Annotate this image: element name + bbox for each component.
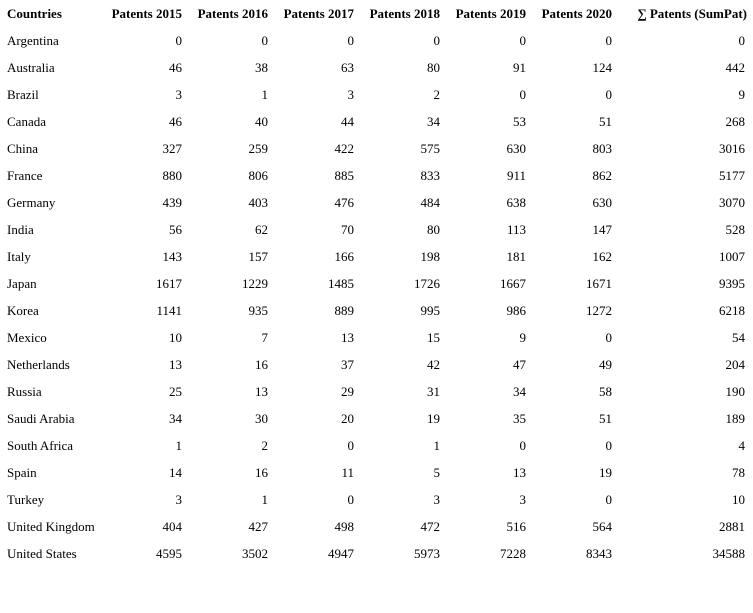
cell-patents-2015: 10 (169, 330, 182, 345)
cell-patents-2020: 8343 (586, 546, 612, 561)
cell-patents-2017: 20 (341, 411, 354, 426)
table-body (0, 27, 753, 567)
cell-patents-2020: 124 (592, 60, 612, 75)
cell-patents-2016: 16 (255, 465, 268, 480)
cell-country: Korea (7, 303, 39, 318)
cell-country: Japan (7, 276, 37, 291)
cell-patents-2018: 80 (427, 60, 440, 75)
cell-patents-2019: 0 (519, 33, 526, 48)
cell-country: France (7, 168, 43, 183)
table-row (0, 513, 753, 540)
cell-sum-patents: 54 (732, 330, 745, 345)
cell-patents-2019: 13 (513, 465, 526, 480)
table-row (0, 540, 753, 567)
cell-patents-2015: 34 (169, 411, 182, 426)
cell-patents-2018: 31 (427, 384, 440, 399)
table-row (0, 405, 753, 432)
header-patents-2015: Patents 2015 (111, 6, 182, 21)
cell-country: India (7, 222, 34, 237)
cell-patents-2018: 1 (433, 438, 440, 453)
cell-country: Spain (7, 465, 37, 480)
cell-patents-2020: 630 (592, 195, 612, 210)
cell-patents-2018: 2 (433, 87, 440, 102)
cell-patents-2016: 1 (261, 492, 268, 507)
cell-patents-2018: 3 (433, 492, 440, 507)
cell-patents-2016: 2 (261, 438, 268, 453)
cell-patents-2018: 0 (433, 33, 440, 48)
cell-patents-2015: 13 (169, 357, 182, 372)
cell-patents-2018: 575 (420, 141, 440, 156)
cell-country: Turkey (7, 492, 45, 507)
cell-patents-2019: 113 (506, 222, 526, 237)
cell-patents-2018: 5973 (414, 546, 440, 561)
cell-patents-2020: 0 (605, 330, 612, 345)
cell-patents-2020: 19 (599, 465, 612, 480)
cell-patents-2015: 1 (175, 438, 182, 453)
cell-patents-2018: 34 (427, 114, 440, 129)
cell-patents-2016: 1 (261, 87, 268, 102)
table-row (0, 27, 753, 54)
cell-sum-patents: 1007 (719, 249, 745, 264)
cell-patents-2016: 13 (255, 384, 268, 399)
cell-sum-patents: 34588 (712, 546, 745, 561)
cell-patents-2017: 37 (341, 357, 354, 372)
cell-patents-2015: 14 (169, 465, 182, 480)
cell-patents-2017: 0 (347, 438, 354, 453)
table-row (0, 216, 753, 243)
header-patents-2017: Patents 2017 (283, 6, 354, 21)
cell-patents-2015: 0 (175, 33, 182, 48)
header-countries: Countries (7, 6, 62, 21)
cell-patents-2019: 9 (519, 330, 526, 345)
cell-patents-2018: 1726 (414, 276, 440, 291)
cell-patents-2020: 0 (605, 33, 612, 48)
cell-patents-2017: 44 (341, 114, 354, 129)
cell-patents-2015: 3 (175, 87, 182, 102)
cell-patents-2018: 995 (420, 303, 440, 318)
table-row (0, 324, 753, 351)
cell-patents-2016: 427 (248, 519, 268, 534)
cell-patents-2020: 162 (592, 249, 612, 264)
cell-sum-patents: 3070 (719, 195, 745, 210)
cell-patents-2016: 7 (261, 330, 268, 345)
cell-country: Brazil (7, 87, 39, 102)
cell-patents-2020: 0 (605, 87, 612, 102)
table-row (0, 378, 753, 405)
cell-patents-2020: 0 (605, 492, 612, 507)
cell-country: Argentina (7, 33, 59, 48)
table-row (0, 189, 753, 216)
cell-country: South Africa (7, 438, 74, 453)
table-row (0, 162, 753, 189)
header-sum-patents: ∑ Patents (SumPat) (637, 6, 747, 21)
cell-patents-2019: 638 (506, 195, 526, 210)
cell-patents-2015: 4595 (156, 546, 182, 561)
cell-patents-2019: 0 (519, 438, 526, 453)
cell-sum-patents: 204 (725, 357, 745, 372)
table-row (0, 351, 753, 378)
table-header (0, 0, 753, 27)
cell-country: Germany (7, 195, 56, 210)
cell-country: Canada (7, 114, 46, 129)
cell-patents-2017: 11 (341, 465, 354, 480)
cell-patents-2018: 833 (420, 168, 440, 183)
cell-patents-2019: 47 (513, 357, 526, 372)
cell-patents-2018: 484 (420, 195, 440, 210)
cell-sum-patents: 10 (732, 492, 745, 507)
cell-patents-2016: 0 (261, 33, 268, 48)
cell-country: China (7, 141, 39, 156)
cell-sum-patents: 268 (725, 114, 745, 129)
cell-patents-2017: 70 (341, 222, 354, 237)
cell-country: United States (7, 546, 77, 561)
cell-patents-2017: 498 (334, 519, 354, 534)
cell-patents-2016: 806 (248, 168, 268, 183)
cell-patents-2019: 986 (506, 303, 526, 318)
cell-country: United Kingdom (7, 519, 95, 534)
cell-patents-2020: 862 (592, 168, 612, 183)
table-row (0, 135, 753, 162)
cell-patents-2017: 0 (347, 492, 354, 507)
cell-patents-2017: 476 (334, 195, 354, 210)
table-row (0, 108, 753, 135)
cell-sum-patents: 189 (725, 411, 745, 426)
cell-patents-2020: 51 (599, 411, 612, 426)
cell-patents-2019: 911 (506, 168, 526, 183)
cell-patents-2020: 564 (592, 519, 612, 534)
cell-patents-2016: 16 (255, 357, 268, 372)
cell-patents-2020: 58 (599, 384, 612, 399)
cell-sum-patents: 6218 (719, 303, 745, 318)
cell-patents-2018: 5 (433, 465, 440, 480)
cell-country: Russia (7, 384, 42, 399)
cell-patents-2016: 30 (255, 411, 268, 426)
header-patents-2018: Patents 2018 (369, 6, 440, 21)
table-row (0, 270, 753, 297)
cell-patents-2015: 327 (162, 141, 182, 156)
cell-patents-2016: 62 (255, 222, 268, 237)
cell-patents-2015: 46 (169, 60, 182, 75)
cell-sum-patents: 190 (725, 384, 745, 399)
cell-country: Australia (7, 60, 55, 75)
header-row (0, 0, 753, 27)
cell-patents-2017: 3 (347, 87, 354, 102)
cell-sum-patents: 3016 (719, 141, 745, 156)
header-patents-2019: Patents 2019 (455, 6, 526, 21)
cell-patents-2016: 38 (255, 60, 268, 75)
cell-patents-2015: 143 (162, 249, 182, 264)
cell-patents-2018: 472 (420, 519, 440, 534)
table-row (0, 297, 753, 324)
cell-patents-2018: 80 (427, 222, 440, 237)
cell-patents-2015: 25 (169, 384, 182, 399)
cell-sum-patents: 0 (738, 33, 745, 48)
cell-patents-2019: 630 (506, 141, 526, 156)
cell-patents-2019: 516 (506, 519, 526, 534)
cell-patents-2016: 40 (255, 114, 268, 129)
cell-patents-2017: 422 (334, 141, 354, 156)
cell-patents-2016: 403 (248, 195, 268, 210)
cell-country: Italy (7, 249, 31, 264)
cell-patents-2019: 35 (513, 411, 526, 426)
cell-patents-2020: 1671 (586, 276, 612, 291)
cell-patents-2018: 198 (420, 249, 440, 264)
cell-country: Saudi Arabia (7, 411, 75, 426)
cell-patents-2018: 42 (427, 357, 440, 372)
cell-patents-2016: 1229 (242, 276, 268, 291)
header-patents-2016: Patents 2016 (197, 6, 268, 21)
cell-patents-2017: 4947 (328, 546, 354, 561)
cell-patents-2017: 166 (334, 249, 354, 264)
cell-patents-2019: 53 (513, 114, 526, 129)
cell-patents-2017: 13 (341, 330, 354, 345)
cell-patents-2016: 3502 (242, 546, 268, 561)
table-row (0, 459, 753, 486)
table-row (0, 486, 753, 513)
cell-patents-2020: 147 (592, 222, 612, 237)
cell-patents-2020: 51 (599, 114, 612, 129)
cell-patents-2019: 0 (519, 87, 526, 102)
cell-patents-2019: 91 (513, 60, 526, 75)
cell-sum-patents: 2881 (719, 519, 745, 534)
cell-patents-2016: 935 (248, 303, 268, 318)
cell-sum-patents: 78 (732, 465, 745, 480)
cell-patents-2016: 157 (248, 249, 268, 264)
cell-patents-2015: 404 (162, 519, 182, 534)
cell-patents-2017: 29 (341, 384, 354, 399)
cell-sum-patents: 442 (725, 60, 745, 75)
table-row (0, 54, 753, 81)
cell-country: Netherlands (7, 357, 70, 372)
cell-patents-2015: 1141 (156, 303, 182, 318)
cell-sum-patents: 528 (725, 222, 745, 237)
cell-patents-2018: 19 (427, 411, 440, 426)
cell-patents-2015: 56 (169, 222, 182, 237)
cell-sum-patents: 4 (738, 438, 745, 453)
table-row (0, 81, 753, 108)
cell-sum-patents: 9 (738, 87, 745, 102)
cell-sum-patents: 9395 (719, 276, 745, 291)
cell-sum-patents: 5177 (719, 168, 745, 183)
cell-patents-2020: 49 (599, 357, 612, 372)
cell-patents-2019: 7228 (500, 546, 526, 561)
header-patents-2020: Patents 2020 (541, 6, 612, 21)
cell-patents-2017: 1485 (328, 276, 354, 291)
cell-patents-2015: 880 (162, 168, 182, 183)
cell-patents-2019: 181 (506, 249, 526, 264)
cell-country: Mexico (7, 330, 47, 345)
cell-patents-2017: 885 (334, 168, 354, 183)
cell-patents-2018: 15 (427, 330, 440, 345)
table-row (0, 243, 753, 270)
cell-patents-2019: 3 (519, 492, 526, 507)
cell-patents-2015: 3 (175, 492, 182, 507)
cell-patents-2019: 1667 (500, 276, 526, 291)
cell-patents-2015: 1617 (156, 276, 182, 291)
table-row (0, 432, 753, 459)
cell-patents-2015: 46 (169, 114, 182, 129)
cell-patents-2017: 889 (334, 303, 354, 318)
cell-patents-2020: 1272 (586, 303, 612, 318)
cell-patents-2017: 63 (341, 60, 354, 75)
cell-patents-2020: 0 (605, 438, 612, 453)
cell-patents-2017: 0 (347, 33, 354, 48)
cell-patents-2016: 259 (248, 141, 268, 156)
cell-patents-2015: 439 (162, 195, 182, 210)
cell-patents-2020: 803 (592, 141, 612, 156)
cell-patents-2019: 34 (513, 384, 526, 399)
